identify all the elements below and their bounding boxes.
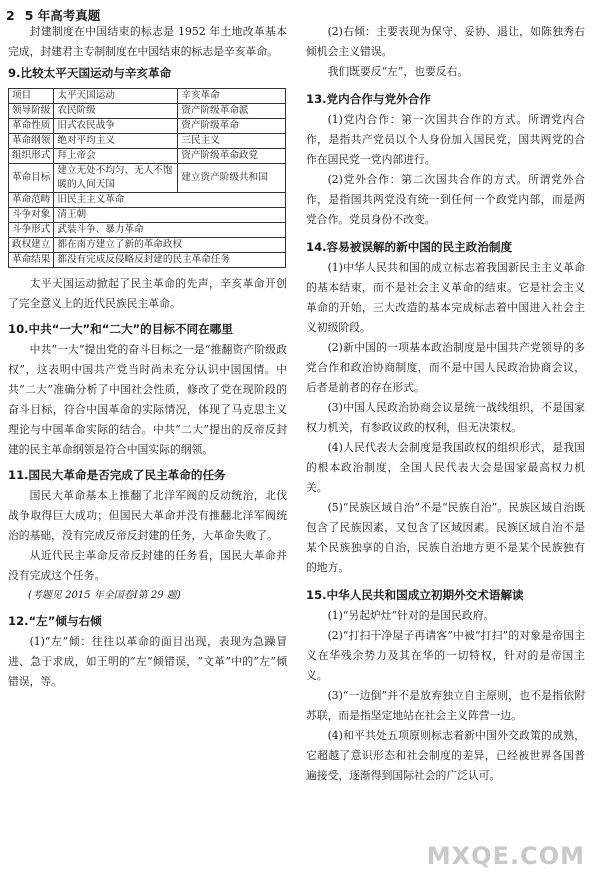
section-14-paragraph: (4)人民代表大会制度是我国政权的组织形式，是我国的根本政治制度，全国人民代表大会是国家最高权力机关。: [306, 441, 585, 494]
section-9-title: 9.比较太平天国运动与辛亥革命: [8, 66, 172, 80]
table-cell: 资产阶级革命派: [178, 104, 286, 119]
section-14-paragraph: (5)“民族区域自治”不是“民族自治”。民族区域自治既包含了民族因素，又包含了区域因素。民族区域自治不是某个民族独享的自治，民族自治地方更不是某个民族独有的地方。: [306, 501, 585, 574]
section-13-paragraph: (1)党内合作：第一次国共合作的方式。所谓党内合作，是指共产党员以个人身份加入国民党，国共两党的合作在国民党一党内部进行。: [306, 113, 585, 166]
table-row: [9, 238, 286, 253]
section-11-paragraph: 国民大革命基本上推翻了北洋军阀的反动统治，北伐战争取得巨大成功；但国民大革命并没有推翻北洋军阀统治的基础，没有完成反帝反封建的任务，大革命失败了。: [8, 489, 287, 542]
section-14-title: 14.容易被误解的新中国的民主政治制度: [306, 240, 513, 254]
table-cell: 革命目标: [9, 164, 54, 193]
table-row: [9, 119, 286, 134]
table-cell: 革命范畴: [9, 193, 54, 208]
table-row: [9, 149, 286, 164]
section-15-title: 15.中华人民共和国成立初期外交术语解读: [306, 588, 524, 602]
watermark: MXQE.COM: [426, 842, 585, 870]
section-12-paragraph: (1)“左”倾：往往以革命的面目出现，表现为急躁冒进、急于求成，如王明的“左”倾错误，“文革”中的“左”倾错误，等。: [8, 635, 287, 688]
section-14-paragraph: (3)中国人民政治协商会议是统一战线组织，不是国家权力机关，有参政议政的权利，但无决策权。: [306, 401, 585, 434]
section-14-paragraph: (2)新中国的一项基本政治制度是中国共产党领导的多党合作和政治协商制度，而不是中国人民政治协商会议，后者是前者的存在形式。: [306, 341, 585, 394]
table-cell: 拜上帝会: [54, 149, 178, 164]
table-cell: 绝对平均主义: [54, 134, 178, 149]
section-15-paragraph: (1)“另起炉灶”针对的是国民政府。: [327, 609, 495, 622]
table-merged-cell: 武装斗争、暴力革命: [54, 223, 286, 238]
table-cell: 三民主义: [178, 134, 286, 149]
section-10-paragraph: 中共“一大”提出党的奋斗目标之一是“推翻资产阶级政权”，这表明中国共产党当时尚未充分认识中国国情。中共“二大”准确分析了中国社会性质，修改了党在现阶段的奋斗目标，符合中国革命的实际情况，体现了马克思主义理论与中国革命实际的结合。中共“二大”提出的反帝反封建的民主革命纲领是符合中国实际的纲领。: [8, 343, 287, 456]
table-cell: 建立资产阶级共和国: [178, 164, 286, 193]
table-cell: 革命结果: [9, 253, 54, 268]
table-cell: 斗争对象: [9, 208, 54, 223]
table-header-cell: 太平天国运动: [54, 89, 178, 104]
table-cell: 革命纲领: [9, 134, 54, 149]
table-header-cell: 辛亥革命: [178, 89, 286, 104]
page-number: 2: [6, 7, 15, 23]
section-11-paragraph: 从近代民主革命反帝反封建的任务看，国民大革命并没有完成这个任务。: [8, 549, 287, 582]
table-cell: 旧式农民战争: [54, 119, 178, 134]
table-row: [9, 223, 286, 238]
table-merged-cell: 都没有完成反侵略反封建的民主革命任务: [54, 253, 286, 268]
table-row: [9, 104, 286, 119]
table-cell: 斗争形式: [9, 223, 54, 238]
section-15-paragraph: (2)“打扫干净屋子再请客”中被“打扫”的对象是帝国主义在华残余势力及其在华的一切特权，针对的是帝国主义。: [306, 629, 585, 682]
table-merged-cell: 都在南方建立了新的革命政权: [54, 238, 286, 253]
table-row: [9, 208, 286, 223]
section-13-title: 13.党内合作与党外合作: [306, 92, 431, 106]
section-15-paragraph: (3)“一边倒”并不是放弃独立自主原则，也不是指依附苏联，而是指坚定地站在社会主义阵营一边。: [306, 689, 585, 722]
section-11-title: 11.国民大革命是否完成了民主革命的任务: [8, 468, 226, 482]
section-12-paragraph: (2)右倾：主要表现为保守、妥协、退让，如陈独秀右倾机会主义错误。: [306, 25, 585, 58]
table-cell: 政权建立: [9, 238, 54, 253]
section-12-paragraph: 我们既要反“左”，也要反右。: [327, 65, 469, 78]
table-cell: 农民阶级: [54, 104, 178, 119]
table-row: [9, 134, 286, 149]
section-15-paragraph: (4)和平共处五项原则标志着新中国外交政策的成熟，它超越了意识形态和社会制度的差异，已经被世界各国普遍接受，逐渐得到国际社会的广泛认可。: [306, 729, 585, 782]
table-merged-cell: 旧民主主义革命: [54, 193, 286, 208]
table-row: [9, 253, 286, 268]
running-title: 5 年高考真题: [24, 8, 101, 23]
section-14-paragraph: (1)中华人民共和国的成立标志着我国新民主主义革命的基本结束，而不是社会主义革命的结束。它是社会主义革命的开始，三大改造的基本完成标志着中国进入社会主义初级阶段。: [306, 261, 585, 334]
table-row: [9, 164, 286, 193]
table-row: [9, 193, 286, 208]
comparison-table: [8, 88, 286, 268]
section-12-title: 12.“左”倾与右倾: [8, 614, 102, 628]
section-10-title: 10.中共“一大”和“二大”的目标不同在哪里: [8, 322, 233, 336]
table-header-cell: 项目: [9, 89, 54, 104]
exam-source-note: (考题见 2015 年全国卷Ⅰ第 29 题): [28, 590, 181, 601]
table-header-row: [9, 89, 286, 104]
table-cell: 资产阶级革命: [178, 119, 286, 134]
intro-paragraph: 封建制度在中国结束的标志是 1952 年土地改革基本完成，封建君主专制制度在中国结束的标志是辛亥革命。: [8, 25, 287, 58]
table-merged-cell: 清王朝: [54, 208, 286, 223]
left-column: [8, 22, 287, 692]
table-cell: 组织形式: [9, 149, 54, 164]
section-13-paragraph: (2)党外合作：第二次国共合作的方式。所谓党外合作，是指国共两党没有统一到任何一个政党内部，而是两党合作。党员身份不改变。: [306, 173, 585, 226]
right-column: [306, 22, 585, 786]
table-cell: 资产阶级革命政党: [178, 149, 286, 164]
table-cell: 建立无处不均匀、无人不饱暖的人间天国: [54, 164, 178, 193]
table-cell: 革命性质: [9, 119, 54, 134]
table-cell: 领导阶级: [9, 104, 54, 119]
section-9-paragraph: 太平天国运动掀起了民主革命的先声，辛亥革命开创了完全意义上的近代民族民主革命。: [8, 277, 287, 310]
